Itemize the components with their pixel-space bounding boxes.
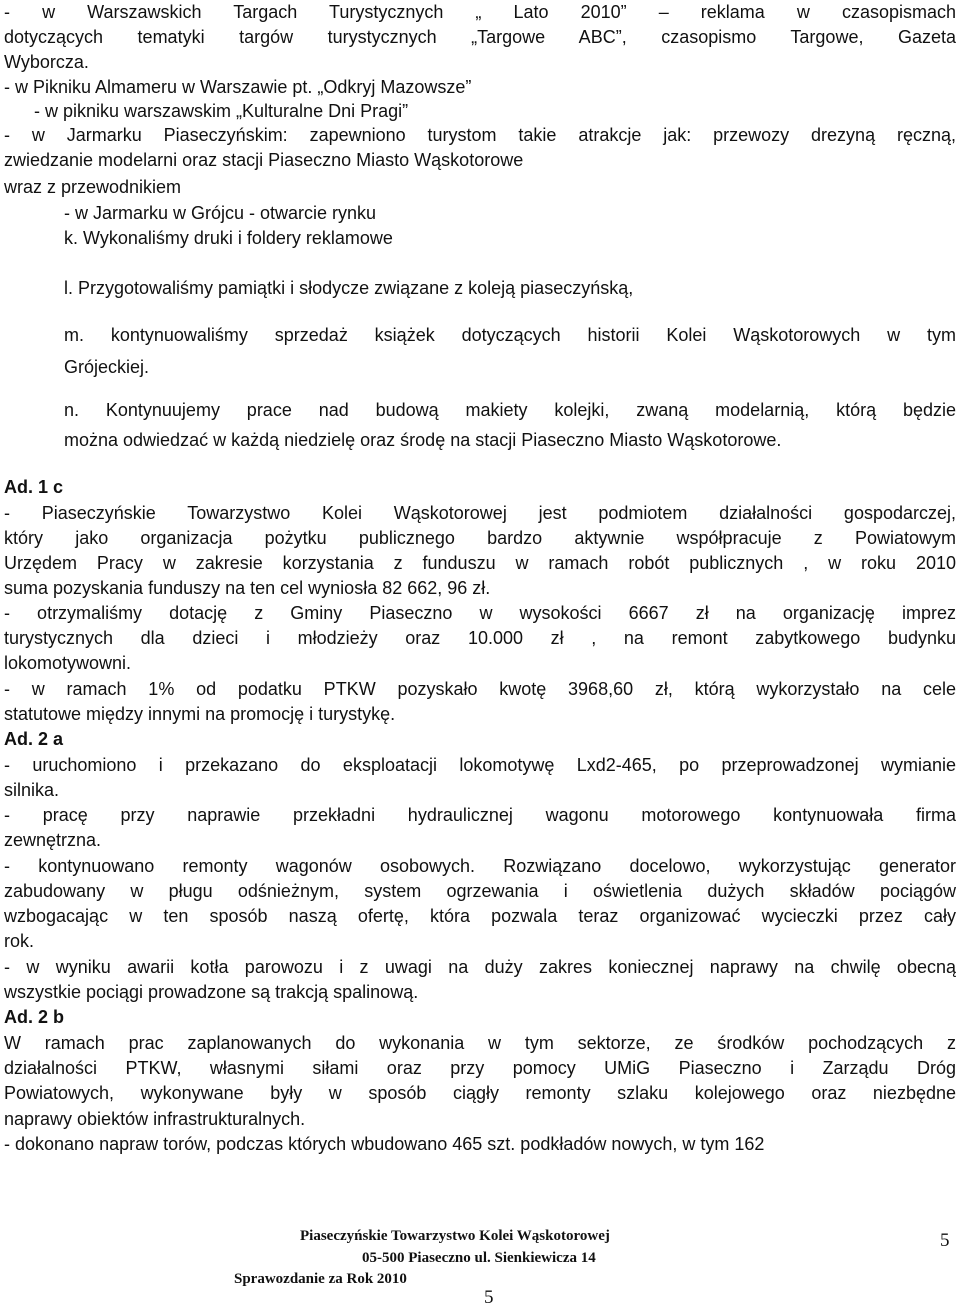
text-line: Urzędem Pracy w zakresie korzystania z funduszu w ramach robót publicznych , w roku 2010 <box>4 553 956 573</box>
list-item-k: k. Wykonaliśmy druki i foldery reklamowe <box>64 228 393 248</box>
text-line: zewnętrzna. <box>4 830 102 850</box>
text-line: dotyczących tematyki targów turystycznych „Targowe ABC”, czasopismo Targowe, Gazeta <box>4 27 956 47</box>
text-line: - otrzymaliśmy dotację z Gminy Piaseczno w wysokości 6667 zł na organizację imprez <box>4 603 956 623</box>
text-line: - w Warszawskich Targach Turystycznych „ Lato 2010” – reklama w czasopismach <box>4 2 956 22</box>
text-line: silnika. <box>4 780 60 800</box>
text-line: naprawy obiektów infrastrukturalnych. <box>4 1109 306 1129</box>
text-line: zabudowany w pługu odśnieżnym, system ogrzewania i oświetlenia dużych składów pociągów <box>4 881 956 901</box>
text-line: który jako organizacja pożytku publicznego bardzo aktywnie współpracuje z Powiatowym <box>4 528 956 548</box>
list-item-n: n. Kontynuujemy prace nad budową makiety kolejki, zwaną modelarnią, którą będzie <box>64 400 956 420</box>
page-number-bottom: 5 <box>484 1287 494 1308</box>
text-line: działalności PTKW, własnymi siłami oraz przy pomocy UMiG Piaseczno i Zarządu Dróg <box>4 1058 956 1078</box>
text-line: rok. <box>4 931 35 951</box>
text-line: - w Pikniku Almameru w Warszawie pt. „Odkryj Mazowsze” <box>4 77 472 97</box>
section-heading-ad-2b: Ad. 2 b <box>4 1007 65 1027</box>
text-line: - uruchomiono i przekazano do eksploatacji lokomotywę Lxd2-465, po przeprowadzonej wymianie <box>4 755 956 775</box>
list-item-l: l. Przygotowaliśmy pamiątki i słodycze związane z koleją piaseczyńską, <box>64 278 634 298</box>
section-heading-ad-2a: Ad. 2 a <box>4 729 64 749</box>
text-line: - Piaseczyńskie Towarzystwo Kolei Wąskotorowej jest podmiotem działalności gospodarczej, <box>4 503 956 523</box>
text-line: Powiatowych, wykonywane były w sposób ciągły remonty szlaku kolejowego oraz niezbędne <box>4 1083 956 1103</box>
text-line: - w wyniku awarii kotła parowozu i z uwagi na duży zakres koniecznej naprawy na chwilę obecną <box>4 957 956 977</box>
text-line: - w Jarmarku w Grójcu - otwarcie rynku <box>64 203 377 223</box>
text-line: - w Jarmarku Piaseczyńskim: zapewniono turystom takie atrakcje jak: przewozy drezyną ręczną, <box>4 125 956 145</box>
text-line: wszystkie pociągi prowadzone są trakcją spalinową. <box>4 982 419 1002</box>
text-line: wzbogacając w ten sposób naszą ofertę, która pozwala teraz organizować wycieczki przez cały <box>4 906 956 926</box>
text-line: suma pozyskania funduszy na ten cel wyniosła 82 662, 96 zł. <box>4 578 491 598</box>
footer-report-title: Sprawozdanie za Rok 2010 <box>234 1271 407 1287</box>
text-line: zwiedzanie modelarni oraz stacji Piaseczno Miasto Wąskotorowe <box>4 150 524 170</box>
text-line: turystycznych dla dzieci i młodzieży oraz 10.000 zł , na remont zabytkowego budynku <box>4 628 956 648</box>
text-line: Grójeckiej. <box>64 357 150 377</box>
text-line: - pracę przy naprawie przekładni hydraulicznej wagonu motorowego kontynuowała firma <box>4 805 956 825</box>
text-line: statutowe między innymi na promocję i turystykę. <box>4 704 396 724</box>
text-line: - dokonano napraw torów, podczas których wbudowano 465 szt. podkładów nowych, w tym 162 <box>4 1134 765 1154</box>
text-line: Wyborcza. <box>4 52 89 72</box>
section-heading-ad-1c: Ad. 1 c <box>4 477 64 497</box>
list-item-m: m. kontynuowaliśmy sprzedaż książek dotyczących historii Kolei Wąskotorowych w tym <box>64 325 956 345</box>
page-number-right: 5 <box>940 1230 950 1251</box>
footer-organization: Piaseczyńskie Towarzystwo Kolei Wąskotorowej <box>300 1228 610 1244</box>
text-line: - kontynuowano remonty wagonów osobowych. Rozwiązano docelowo, wykorzystując generator <box>4 856 956 876</box>
text-line: można odwiedzać w każdą niedzielę oraz środę na stacji Piaseczno Miasto Wąskotorowe. <box>64 430 782 450</box>
text-line: wraz z przewodnikiem <box>4 177 182 197</box>
footer-address: 05-500 Piaseczno ul. Sienkiewicza 14 <box>362 1250 596 1266</box>
text-line: W ramach prac zaplanowanych do wykonania w tym sektorze, ze środków pochodzących z <box>4 1033 956 1053</box>
text-line: - w pikniku warszawskim „Kulturalne Dni Pragi” <box>34 101 409 121</box>
text-line: lokomotywowni. <box>4 653 132 673</box>
text-line: - w ramach 1% od podatku PTKW pozyskało kwotę 3968,60 zł, którą wykorzystało na cele <box>4 679 956 699</box>
